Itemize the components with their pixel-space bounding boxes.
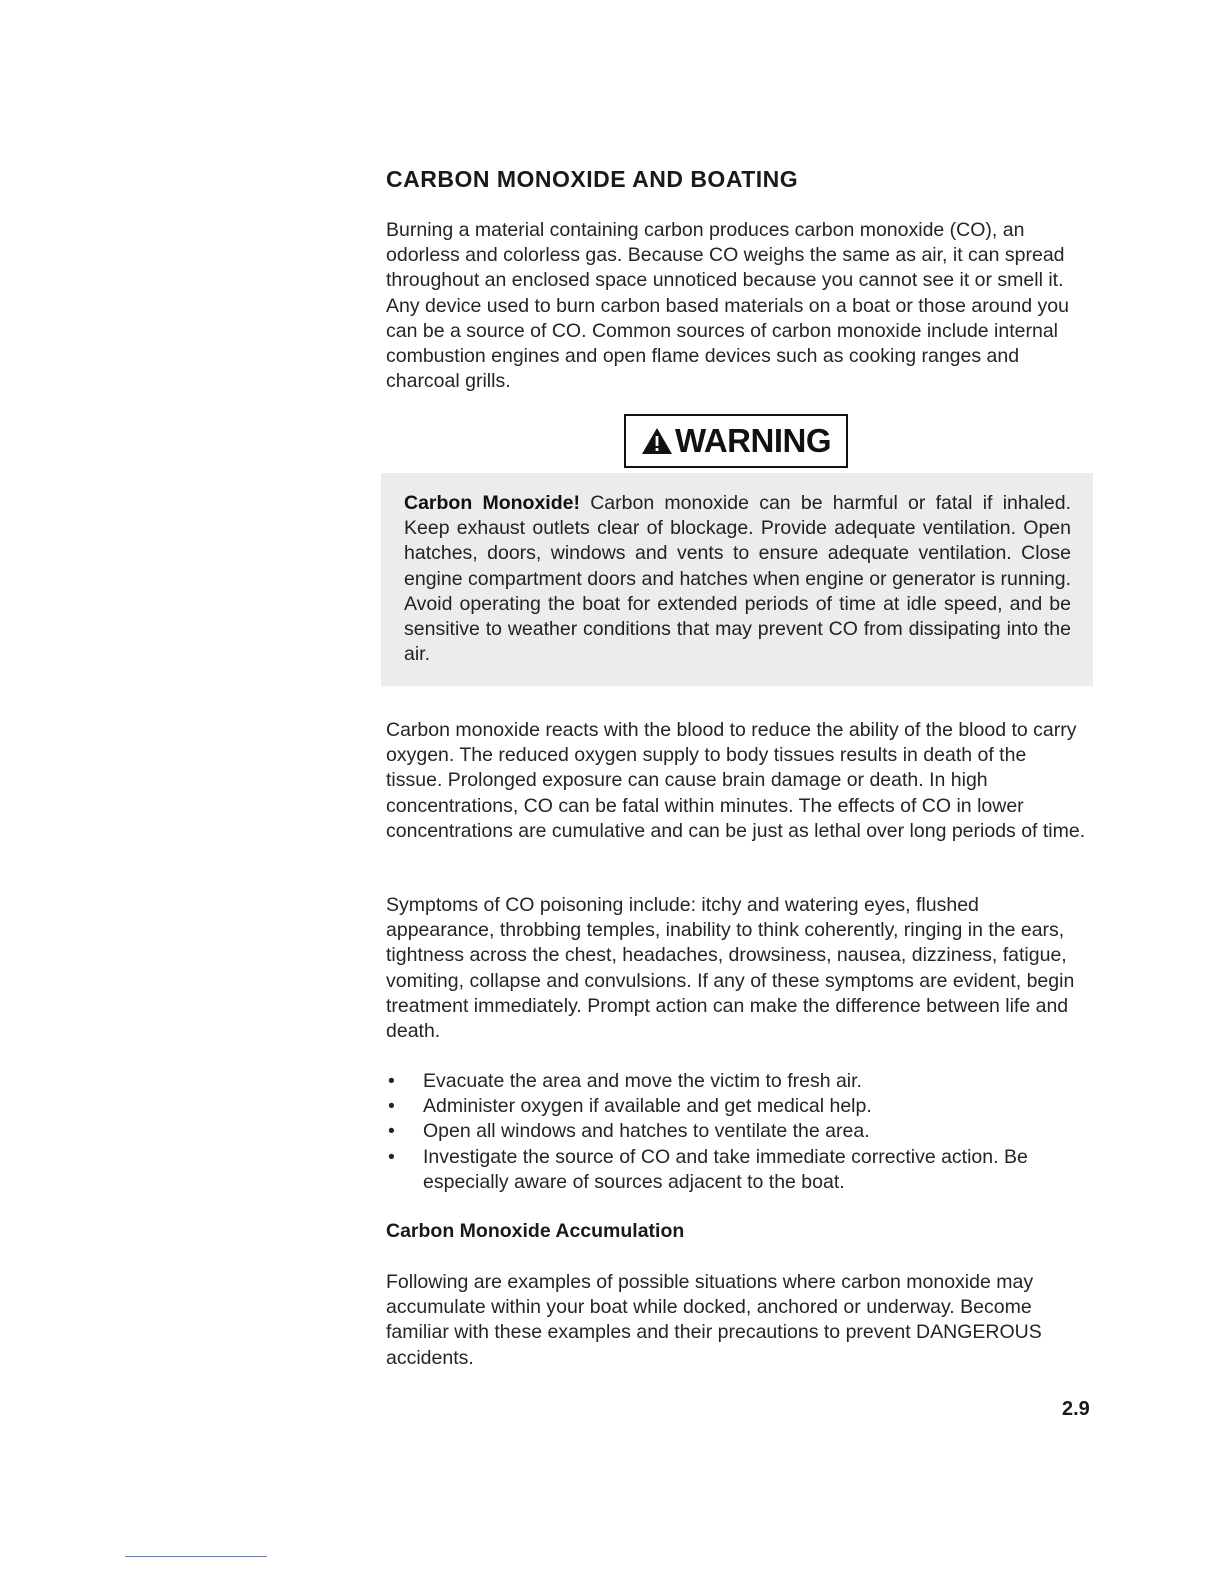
warning-body: Carbon monoxide can be harmful or fatal if inhaled. Keep exhaust outlets clear of blockage. Provide adequate ventilation. Open hatches, doors, windows and vents to ensure adequate ventilation. Close engine compartment doors and hatches when engine or generator is running. Avoid operating the boat for extended periods of time at idle speed, and be sensitive to weather conditions that may prevent CO from dissipating into the air. (404, 492, 1071, 666)
subsection-heading: Carbon Monoxide Accumulation (386, 1220, 685, 1242)
list-item-text: Evacuate the area and move the victim to fresh air. (423, 1070, 862, 1092)
page-number: 2.9 (1062, 1398, 1090, 1420)
list-item-text: Investigate the source of CO and take immediate corrective action. Be especially aware of sources adjacent to the boat. (423, 1145, 1028, 1193)
treatment-list (386, 1069, 1096, 1195)
symptoms-paragraph: Symptoms of CO poisoning include: itchy and watering eyes, flushed appearance, throbbing temples, inability to think coherently, ringing in the ears, tightness across the chest, headaches, drowsiness, nausea, dizziness, fatigue, vomiting, collapse and convulsions. If any of these symptoms are evident, begin treatment immediately. Prompt action can make the difference between life and death. (386, 894, 1075, 1043)
section-heading: CARBON MONOXIDE AND BOATING (386, 166, 799, 192)
list-item (386, 1119, 1096, 1144)
bullet-icon: • (388, 1070, 395, 1092)
footer-rule (125, 1556, 267, 1557)
warning-text (404, 491, 1071, 667)
bullet-icon: • (388, 1095, 395, 1118)
bullet-icon: • (388, 1120, 395, 1143)
bullet-icon: • (388, 1145, 395, 1168)
warning-box (381, 473, 1093, 686)
warning-label-text: WARNING (675, 422, 831, 459)
intro-paragraph: Burning a material containing carbon produces carbon monoxide (CO), an odorless and colorless gas. Because CO weighs the same as air, it can spread throughout an enclosed space unnoticed because you cannot see it or smell it. Any device used to burn carbon based materials on a boat or those around you can be a source of CO. Common sources of carbon monoxide include internal combustion engines and open flame devices such as cooking ranges and charcoal grills. (386, 219, 1069, 393)
warning-lead: Carbon Monoxide! (404, 492, 580, 514)
accumulation-paragraph: Following are examples of possible situations where carbon monoxide may accumulate within your boat while docked, anchored or underway. Become familiar with these examples and their precautions to prevent DANGEROUS accidents. (386, 1271, 1042, 1369)
list-item-text: Open all windows and hatches to ventilate the area. (423, 1120, 870, 1143)
warning-label (624, 414, 848, 468)
list-item (386, 1069, 1096, 1094)
list-item (386, 1094, 1096, 1119)
warning-triangle-icon (641, 427, 673, 455)
blood-effects-paragraph: Carbon monoxide reacts with the blood to reduce the ability of the blood to carry oxygen. The reduced oxygen supply to body tissues results in death of the tissue. Prolonged exposure can cause brain damage or death. In high concentrations, CO can be fatal within minutes. The effects of CO in lower concentrations are cumulative and can be just as lethal over long periods of time. (386, 719, 1086, 842)
list-item (386, 1145, 1096, 1195)
list-item-text: Administer oxygen if available and get medical help. (423, 1095, 872, 1118)
